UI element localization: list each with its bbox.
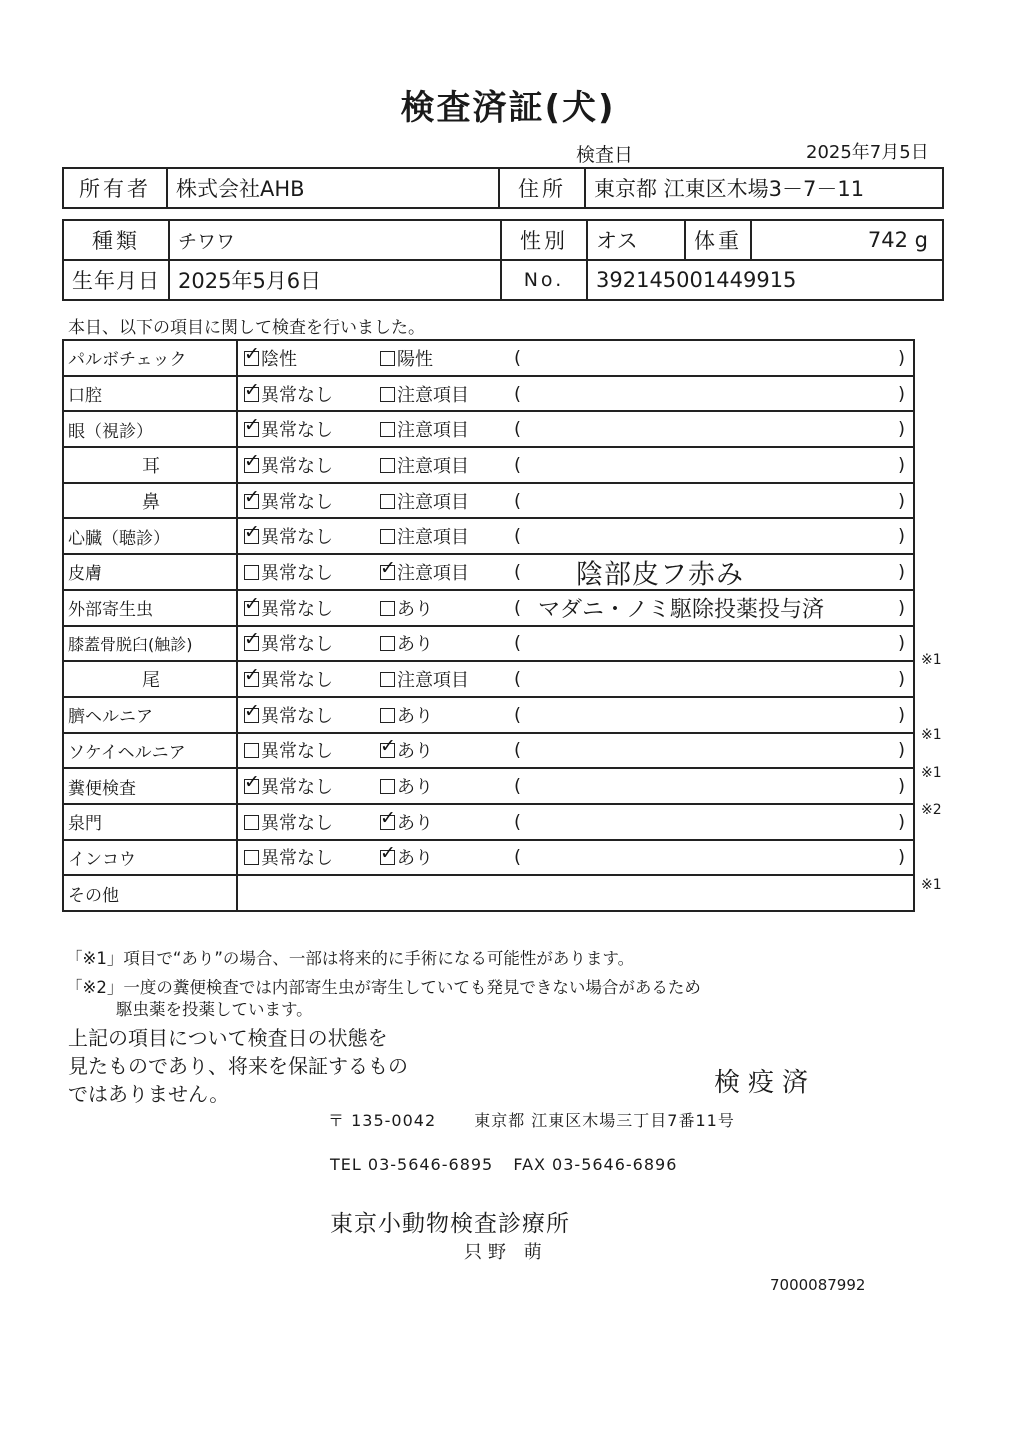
footnote-mark: ※1 [921, 651, 942, 668]
paren-open: ( [514, 739, 522, 761]
checkbox[interactable] [380, 458, 395, 473]
checkbox[interactable] [244, 815, 259, 830]
exam-item-label: 心臓（聴診） [68, 528, 170, 549]
exam-item-name [63, 768, 237, 804]
footnote-2-cont: 駆虫薬を投薬しています。 [116, 1000, 313, 1019]
paren-open: ( [514, 811, 522, 833]
checkbox[interactable] [380, 636, 395, 651]
exam-item-label: 膝蓋骨脱臼(触診) [68, 634, 193, 654]
exam-item-name [63, 340, 237, 376]
paren-close: ) [897, 347, 905, 369]
option-label: 異常なし [261, 598, 333, 620]
address-value: 東京都 江東区木場3－7－11 [585, 168, 943, 208]
breed-value: チワワ [169, 220, 501, 260]
exam-row [63, 590, 914, 626]
exam-item-label: 眼（視診） [68, 421, 153, 442]
exam-item-name [63, 733, 237, 769]
birth-value: 2025年5月6日 [169, 260, 501, 300]
exam-item-result [237, 590, 914, 626]
exam-item-result [237, 875, 914, 911]
exam-item-name [63, 411, 237, 447]
option-label: 異常なし [261, 527, 333, 549]
check-mark-icon: ✓ [380, 735, 396, 758]
quarantine-stamp: 検疫済 [714, 1068, 817, 1098]
exam-item-name [63, 626, 237, 662]
checkbox[interactable] [244, 664, 260, 687]
option-2 [380, 630, 433, 656]
option-label: あり [397, 777, 433, 799]
checkbox[interactable] [380, 351, 395, 366]
option-2 [380, 488, 469, 514]
address-label: 住所 [499, 168, 585, 208]
exam-item-name [63, 697, 237, 733]
checkbox[interactable] [244, 521, 260, 544]
checkbox[interactable] [244, 485, 260, 509]
checkbox[interactable] [244, 565, 259, 580]
exam-table [62, 339, 915, 912]
paren-open: ( [514, 525, 522, 547]
no-value: 392145001449915 [587, 260, 943, 300]
exam-item-label: その他 [68, 885, 119, 906]
exam-item-result [237, 411, 914, 447]
exam-item-label: 耳 [142, 455, 160, 477]
checkbox[interactable] [380, 494, 395, 509]
exam-row [63, 840, 914, 876]
option-label: 異常なし [261, 634, 333, 656]
checkbox[interactable] [244, 342, 260, 366]
paren-open: ( [514, 347, 522, 369]
paren-close: ) [897, 597, 905, 619]
footnote-mark: ※1 [921, 727, 942, 743]
option-label: 注意項目 [397, 562, 469, 584]
option-1 [244, 666, 333, 692]
fax-number: FAX 03-5646-6896 [513, 1155, 678, 1174]
disclaimer-line-3: ではありません。 [68, 1082, 230, 1106]
exam-item-label: 尾 [142, 670, 160, 692]
exam-item-label: 鼻 [142, 491, 160, 513]
exam-item-result [237, 554, 914, 590]
option-label: あり [397, 598, 433, 620]
exam-note: マダニ・ノミ駆除投薬投与済 [538, 597, 825, 623]
weight-value: 742 g [751, 220, 943, 260]
option-2 [380, 523, 469, 549]
checkbox[interactable] [244, 628, 260, 651]
checkbox[interactable] [380, 708, 395, 723]
option-1 [244, 737, 333, 763]
option-1 [244, 630, 333, 656]
option-label: 異常なし [261, 384, 333, 406]
checkbox[interactable] [244, 850, 259, 865]
option-label: あり [397, 634, 433, 656]
check-mark-icon: ✓ [244, 414, 260, 437]
option-label: 陽性 [397, 348, 433, 370]
option-1 [244, 378, 333, 407]
exam-item-result [237, 733, 914, 769]
no-label: No. [501, 260, 587, 300]
option-label: 異常なし [261, 562, 333, 584]
disclaimer-line-2: 見たものであり、将来を保証するもの [68, 1054, 408, 1078]
paren-open: ( [514, 490, 522, 512]
paren-open: ( [514, 418, 522, 440]
exam-item-label: ソケイヘルニア [68, 742, 186, 763]
footnote-1: 「※1」項目で“あり”の場合、一部は将来的に手術になる可能性があります。 [66, 949, 635, 968]
option-1 [244, 416, 333, 442]
checkbox[interactable] [244, 449, 260, 473]
owner-table [62, 167, 944, 209]
checkbox[interactable] [244, 771, 260, 794]
option-label: 注意項目 [397, 527, 469, 549]
sex-value: オス [587, 220, 685, 260]
paren-open: ( [514, 704, 522, 726]
option-1 [244, 809, 333, 835]
paren-close: ) [897, 490, 905, 512]
postal-code: 〒 135-0042 [328, 1111, 437, 1130]
exam-item-label: 糞便検査 [68, 778, 136, 799]
check-mark-icon: ✓ [244, 592, 260, 615]
option-label: あり [397, 848, 433, 870]
exam-item-name [63, 518, 237, 554]
exam-item-label: パルボチェック [68, 350, 187, 371]
exam-item-name [63, 376, 237, 412]
exam-row [63, 376, 914, 412]
paren-close: ) [897, 811, 905, 833]
check-mark-icon: ✓ [380, 842, 396, 865]
document-title: 検査済証(犬) [400, 88, 616, 128]
option-2 [380, 737, 433, 763]
paren-open: ( [514, 383, 522, 405]
checkbox[interactable] [380, 601, 395, 616]
option-label: 異常なし [261, 670, 333, 692]
paren-close: ) [897, 418, 905, 440]
birth-label: 生年月日 [63, 260, 169, 300]
option-1 [244, 699, 333, 728]
option-label: 陰性 [261, 348, 297, 370]
paren-close: ) [897, 454, 905, 476]
checkbox[interactable] [244, 592, 260, 616]
owner-value: 株式会社AHB [167, 168, 499, 208]
exam-row [63, 697, 914, 733]
option-label: あり [397, 705, 433, 727]
option-2 [380, 345, 433, 371]
paren-close: ) [897, 383, 905, 405]
exam-row [63, 733, 914, 769]
paren-close: ) [897, 704, 905, 726]
option-1 [244, 449, 333, 478]
checkbox[interactable] [380, 529, 395, 544]
option-2 [380, 595, 433, 621]
option-1 [244, 773, 333, 799]
footnote-mark: ※1 [921, 764, 942, 781]
exam-row [63, 447, 914, 483]
check-mark-icon: ✓ [244, 771, 260, 794]
option-2 [380, 702, 433, 728]
weight-label: 体重 [685, 220, 751, 260]
exam-row [63, 340, 914, 376]
option-2 [380, 773, 433, 799]
check-mark-icon: ✓ [380, 806, 396, 829]
exam-item-result [237, 518, 914, 554]
exam-item-label: 外部寄生虫 [68, 600, 153, 621]
paren-open: ( [514, 454, 522, 476]
checkbox[interactable] [380, 556, 396, 580]
exam-item-name [63, 447, 237, 483]
serial-number: 7000087992 [770, 1276, 866, 1294]
clinic-name: 東京小動物検査診療所 [330, 1211, 570, 1237]
checkbox[interactable] [380, 735, 396, 758]
paren-close: ) [897, 846, 905, 868]
option-label: 注意項目 [397, 384, 469, 406]
clinic-address [328, 1108, 735, 1131]
option-label: 異常なし [261, 777, 333, 799]
check-mark-icon: ✓ [244, 664, 260, 687]
exam-item-name [63, 483, 237, 519]
paren-close: ) [897, 525, 905, 547]
option-label: 注意項目 [397, 491, 469, 513]
option-label: 異常なし [261, 848, 333, 870]
checkbox[interactable] [380, 842, 396, 865]
option-1 [244, 592, 333, 621]
tel-number: TEL 03-5646-6895 [330, 1155, 494, 1174]
exam-item-result [237, 376, 914, 412]
option-1 [244, 523, 333, 549]
paren-open: ( [514, 775, 522, 797]
checkbox[interactable] [380, 806, 396, 830]
option-label: 注意項目 [397, 420, 469, 442]
paren-close: ) [897, 632, 905, 654]
intro-text: 本日、以下の項目に関して検査を行いました。 [68, 318, 425, 338]
disclaimer-line-1: 上記の項目について検査日の状態を [68, 1026, 388, 1050]
veterinarian-name: 只野 萌 [464, 1242, 548, 1263]
inspection-date-label: 検査日 [576, 144, 634, 166]
exam-item-result [237, 447, 914, 483]
paren-close: ) [897, 561, 905, 583]
option-2 [380, 556, 469, 585]
exam-item-label: 口腔 [68, 386, 102, 407]
exam-item-result [237, 661, 914, 697]
paren-open: ( [514, 561, 522, 583]
option-2 [380, 666, 469, 692]
checkbox[interactable] [244, 699, 260, 723]
exam-item-name [63, 661, 237, 697]
footnote-mark: ※2 [921, 802, 942, 819]
exam-row [63, 411, 914, 447]
check-mark-icon: ✓ [244, 699, 260, 722]
option-2 [380, 452, 469, 478]
exam-item-result [237, 340, 914, 376]
option-label: あり [397, 741, 433, 763]
check-mark-icon: ✓ [380, 556, 396, 579]
breed-label: 種類 [63, 220, 169, 260]
exam-item-result [237, 768, 914, 804]
checkbox[interactable] [244, 414, 260, 437]
exam-item-name [63, 840, 237, 876]
paren-close: ) [897, 775, 905, 797]
footnote-mark: ※1 [921, 877, 942, 894]
exam-note: 陰部皮フ赤み [576, 559, 744, 591]
option-1 [244, 844, 333, 870]
option-label: 異常なし [261, 491, 333, 513]
sex-label: 性別 [501, 220, 587, 260]
paren-open: ( [514, 846, 522, 868]
footnote-2: 「※2」一度の糞便検査では内部寄生虫が寄生していても発見できない場合があるため [66, 978, 701, 997]
checkbox[interactable] [244, 378, 260, 402]
exam-row [63, 661, 914, 697]
exam-row [63, 875, 914, 911]
check-mark-icon: ✓ [244, 342, 260, 365]
paren-open: ( [514, 597, 522, 619]
checkbox[interactable] [380, 387, 395, 402]
option-label: 注意項目 [397, 455, 469, 477]
option-label: 注意項目 [397, 670, 469, 692]
exam-item-label: 泉門 [68, 814, 102, 835]
check-mark-icon: ✓ [244, 449, 260, 472]
exam-item-name [63, 590, 237, 626]
option-1 [244, 485, 333, 514]
exam-item-label: 皮膚 [68, 564, 102, 585]
option-2 [380, 381, 469, 407]
check-mark-icon: ✓ [244, 521, 260, 544]
option-label: 異常なし [261, 741, 333, 763]
exam-row [63, 554, 914, 590]
exam-row [63, 518, 914, 554]
checkbox[interactable] [380, 422, 395, 437]
exam-item-result [237, 483, 914, 519]
checkbox[interactable] [380, 672, 395, 687]
clinic-phone [330, 1155, 677, 1174]
exam-row [63, 804, 914, 840]
checkbox[interactable] [380, 779, 395, 794]
exam-item-name [63, 875, 237, 911]
paren-open: ( [514, 668, 522, 690]
exam-row [63, 483, 914, 519]
option-1 [244, 342, 297, 371]
paren-open: ( [514, 632, 522, 654]
exam-item-result [237, 697, 914, 733]
inspection-date: 2025年7月5日 [806, 142, 929, 163]
animal-table [62, 219, 944, 301]
exam-item-result [237, 840, 914, 876]
owner-label: 所有者 [63, 168, 167, 208]
paren-close: ) [897, 739, 905, 761]
option-label: 異常なし [261, 455, 333, 477]
paren-close: ) [897, 668, 905, 690]
option-2 [380, 844, 433, 870]
exam-item-result [237, 804, 914, 840]
exam-row [63, 626, 914, 662]
exam-item-name [63, 804, 237, 840]
exam-item-label: インコウ [68, 849, 136, 870]
option-1 [244, 559, 333, 585]
option-label: 異常なし [261, 420, 333, 442]
check-mark-icon: ✓ [244, 628, 260, 651]
exam-item-name [63, 554, 237, 590]
option-2 [380, 416, 469, 442]
checkbox[interactable] [244, 743, 259, 758]
option-label: あり [397, 812, 433, 834]
exam-row [63, 768, 914, 804]
option-label: 異常なし [261, 705, 333, 727]
check-mark-icon: ✓ [244, 378, 260, 401]
option-label: 異常なし [261, 812, 333, 834]
exam-item-result [237, 626, 914, 662]
address-full: 東京都 江東区木場三丁目7番11号 [474, 1111, 735, 1130]
exam-item-label: 臍ヘルニア [68, 707, 153, 728]
option-2 [380, 806, 433, 835]
check-mark-icon: ✓ [244, 485, 260, 508]
